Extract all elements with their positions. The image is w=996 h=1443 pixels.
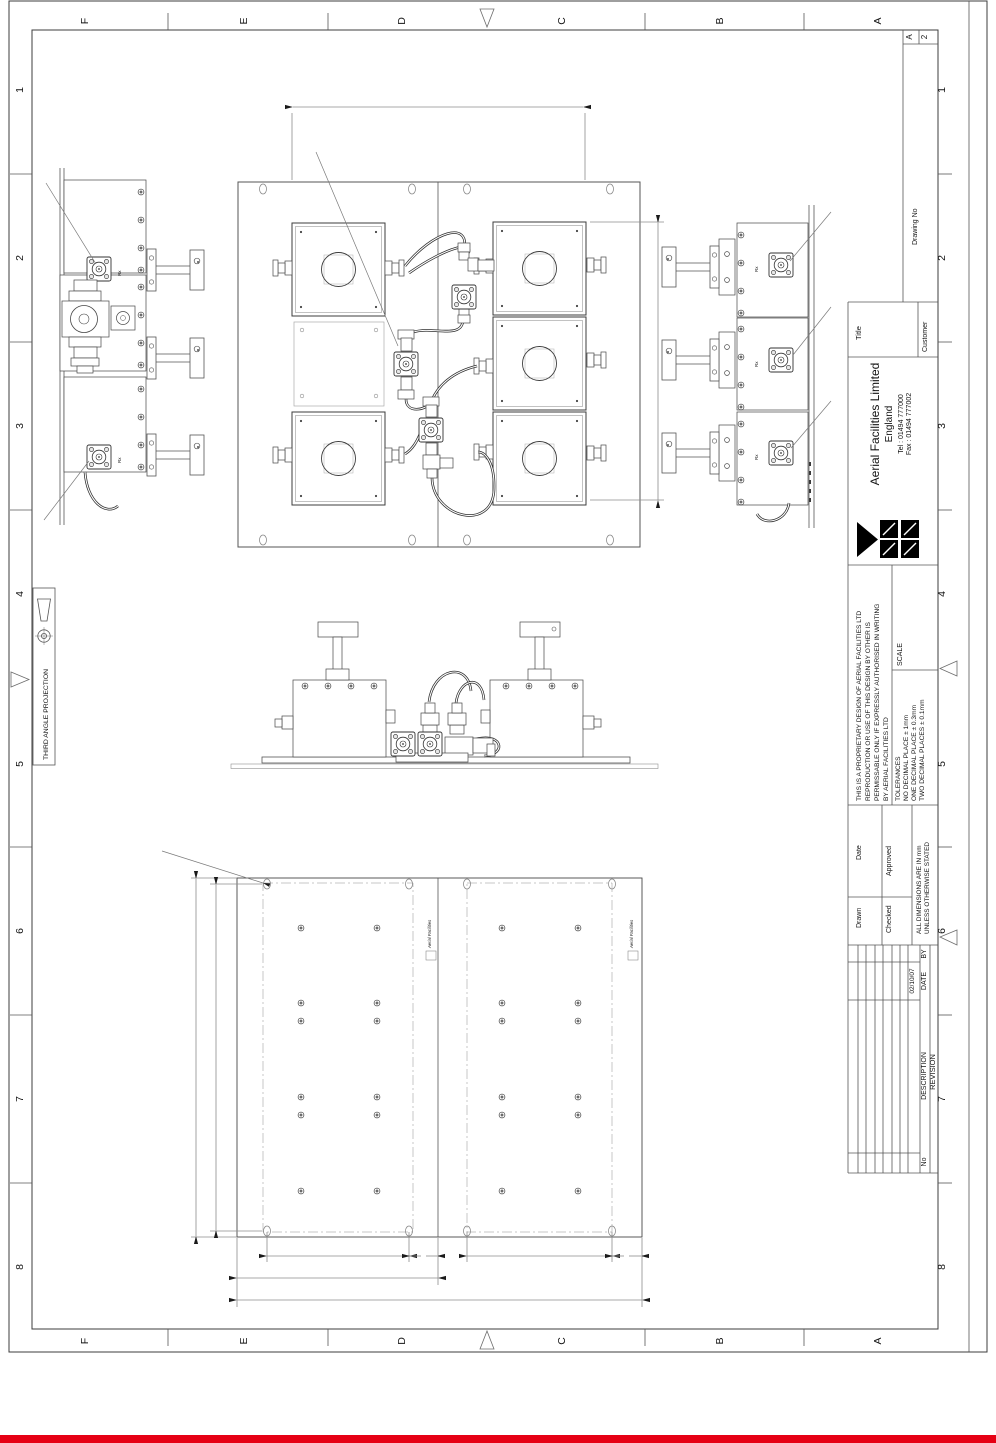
view-side-right	[662, 205, 831, 528]
grid-number: 4	[14, 591, 26, 597]
company-block	[857, 363, 919, 558]
approvals-block	[856, 845, 893, 933]
cross-combiner-2	[419, 397, 443, 455]
view-side-left	[44, 168, 204, 525]
svg-text:Aerial Facilities: Aerial Facilities	[427, 919, 432, 948]
grid-letter: A	[872, 1337, 884, 1345]
company-country: England	[884, 405, 895, 443]
svg-text:Approved: Approved	[886, 846, 893, 876]
svg-text:BY AERIAL FACILITIES LTD: BY AERIAL FACILITIES LTD	[883, 717, 890, 801]
handle-left	[318, 622, 358, 680]
flange-plates	[719, 239, 735, 481]
title-block	[848, 30, 938, 1173]
grid-number: 5	[14, 761, 26, 767]
grid-letter: C	[556, 1337, 568, 1345]
revision-title: REVISION	[928, 1054, 937, 1090]
company-fax: Fax : 01494 777002	[906, 392, 913, 456]
port-label: Rx	[117, 457, 122, 463]
grid-letter: C	[556, 17, 568, 25]
grid-number: 8	[14, 1264, 26, 1270]
view-plan	[238, 152, 640, 547]
tee-combiner-upper	[452, 243, 494, 323]
drawing-no-label: Drawing No	[912, 208, 919, 245]
projection-symbol-icon	[35, 599, 53, 645]
grid-number: 3	[14, 423, 26, 429]
grid-letter: E	[238, 1337, 250, 1345]
grid-number: 1	[14, 87, 26, 93]
grid-letter: B	[714, 1337, 726, 1345]
svg-text:TOLERANCES: TOLERANCES	[895, 756, 902, 801]
port-label: Rx	[117, 270, 122, 276]
grid-letter: A	[872, 17, 884, 25]
title-block-lines	[848, 30, 938, 1173]
revision-col-by: BY	[921, 949, 928, 959]
grid-ticks	[10, 13, 952, 1346]
projection-box	[33, 588, 55, 765]
grid-number: 1	[936, 87, 948, 93]
port-label: Rx	[754, 454, 759, 460]
revision-table	[909, 949, 937, 1166]
grid-letter: F	[79, 17, 91, 25]
sheet-frame	[9, 1, 987, 1352]
revision-entry-date: 02/10/07	[909, 968, 916, 994]
center-marks	[11, 9, 957, 1349]
grid-number: 7	[936, 1096, 948, 1102]
handle-right	[520, 622, 560, 680]
etched-logo	[426, 919, 638, 960]
revision-col-no: No	[921, 1157, 928, 1167]
svg-text:Date: Date	[856, 845, 863, 860]
grid-labels	[10, 9, 957, 1349]
grid-letter: F	[79, 1337, 91, 1345]
tolerances-block	[895, 699, 926, 801]
grid-number: 5	[936, 761, 948, 767]
grid-letter: D	[396, 1337, 408, 1345]
svg-text:Aerial Facilities: Aerial Facilities	[629, 919, 634, 948]
sheet-size-number: 2	[920, 34, 929, 40]
dimensions-note	[916, 842, 931, 934]
scale-label: SCALE	[897, 643, 904, 666]
grid-number: 2	[936, 255, 948, 261]
rear-screw-holes	[298, 925, 581, 1194]
cross-combiner-1	[394, 330, 418, 399]
grid-number: 3	[936, 423, 948, 429]
grid-number: 6	[14, 928, 26, 934]
svg-text:UNLESS OTHERWISE STATED: UNLESS OTHERWISE STATED	[924, 842, 931, 934]
grid-number: 2	[14, 255, 26, 261]
svg-text:ALL DIMENSIONS ARE IN mm: ALL DIMENSIONS ARE IN mm	[916, 845, 923, 934]
grid-number: 8	[936, 1264, 948, 1270]
company-logo-icon	[857, 520, 919, 558]
svg-text:REPRODUCTION OR USE OF THIS DE: REPRODUCTION OR USE OF THIS DESIGN BY OTHER IS	[865, 622, 872, 801]
svg-text:ONE DECIMAL PLACE ± 0.3mm: ONE DECIMAL PLACE ± 0.3mm	[911, 704, 918, 801]
grid-number: 7	[14, 1096, 26, 1102]
grid-letter: E	[238, 17, 250, 25]
view-elevation	[231, 622, 658, 769]
company-name: Aerial Facilities Limited	[868, 362, 882, 486]
empty-mount-position	[294, 322, 384, 406]
grid-letter: B	[714, 17, 726, 25]
title-label: Title	[854, 326, 863, 340]
revision-col-description: DESCRIPTION	[921, 1052, 928, 1100]
revision-col-date: DATE	[921, 971, 928, 991]
grid-number: 6	[936, 928, 948, 934]
company-tel: Tel : 01494 777000	[898, 394, 905, 454]
svg-text:NO DECIMAL PLACE ± 1mm: NO DECIMAL PLACE ± 1mm	[903, 714, 910, 801]
proprietary-notice	[856, 604, 890, 801]
svg-text:PERMISSABLE ONLY IF EXPRESSLY: PERMISSABLE ONLY IF EXPRESSLY AUTHORISED IN WRITING	[874, 603, 881, 801]
svg-text:Drawn: Drawn	[856, 907, 863, 928]
bottom-dimensions	[191, 878, 642, 1307]
sheet-size-letter: A	[905, 34, 914, 40]
grid-letter: D	[396, 17, 408, 25]
svg-text:THIS IS A PROPRIETARY DESIGN: THIS IS A PROPRIETARY DESIGN OF AERIAL FACILITIES LTD	[856, 610, 863, 801]
view-bottom	[162, 851, 642, 1307]
footer-red-bar	[0, 1435, 996, 1443]
port-label: Rx	[754, 361, 759, 367]
port-label: Rx	[754, 266, 759, 272]
svg-text:TWO DECIMAL PLACES ± 0.1mm: TWO DECIMAL PLACES ± 0.1mm	[919, 699, 926, 801]
customer-label: Customer	[922, 321, 929, 352]
projection-label: THIRD ANGLE PROJECTION	[43, 668, 50, 760]
grid-number: 4	[936, 591, 948, 597]
svg-text:Checked: Checked	[886, 905, 893, 933]
